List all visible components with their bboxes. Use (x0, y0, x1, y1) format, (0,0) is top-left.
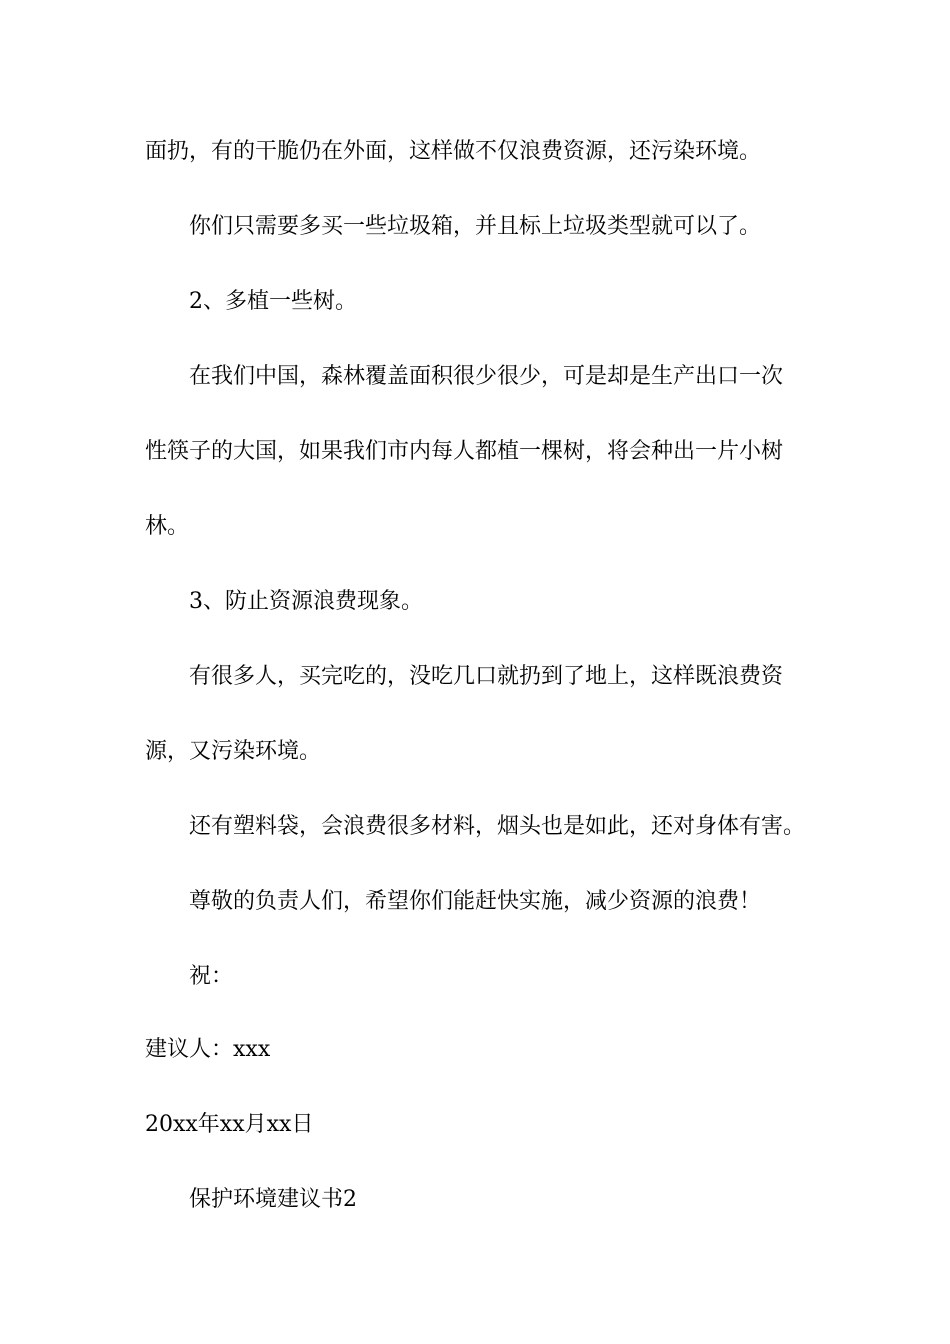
closing-salutation: 祝： (189, 964, 234, 989)
paragraph-line: 源，又污染环境。 (145, 739, 322, 764)
paragraph-line: 在我们中国，森林覆盖面积很少很少，可是却是生产出口一次 (189, 364, 784, 389)
paragraph-line: 有很多人，买完吃的，没吃几口就扔到了地上，这样既浪费资 (189, 664, 784, 689)
paragraph-line: 你们只需要多买一些垃圾箱，并且标上垃圾类型就可以了。 (189, 214, 762, 239)
paragraph-line: 还有塑料袋，会浪费很多材料，烟头也是如此，还对身体有害。 (189, 814, 806, 839)
paragraph-line: 性筷子的大国，如果我们市内每人都植一棵树，将会种出一片小树 (145, 439, 784, 464)
paragraph-line: 尊敬的负责人们，希望你们能赶快实施，减少资源的浪费！ (189, 889, 762, 914)
document-title: 保护环境建议书2 (189, 1187, 357, 1212)
date-line: 20xx年xx月xx日 (145, 1112, 314, 1137)
section-heading: 2、多植一些树。 (189, 289, 357, 314)
paragraph-line: 林。 (145, 514, 190, 539)
signature-line: 建议人：xxx (145, 1037, 271, 1062)
section-heading: 3、防止资源浪费现象。 (189, 589, 423, 614)
paragraph-line: 面扔，有的干脆仍在外面，这样做不仅浪费资源，还污染环境。 (145, 139, 762, 164)
